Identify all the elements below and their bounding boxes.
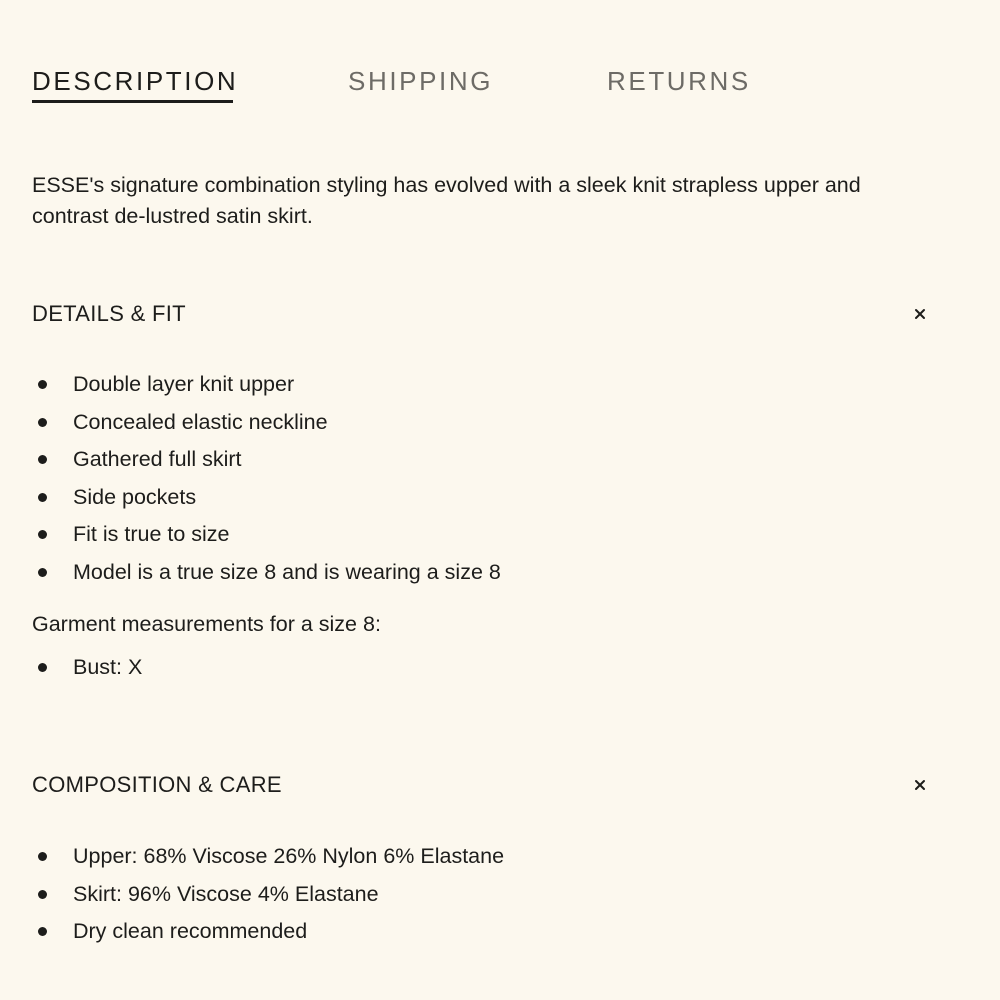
bullet-dot xyxy=(38,530,47,539)
list-item-text: Double layer knit upper xyxy=(73,372,295,396)
close-icon[interactable] xyxy=(912,306,928,322)
details-fit-header[interactable] xyxy=(32,297,932,331)
list-item-text: Upper: 68% Viscose 26% Nylon 6% Elastane xyxy=(73,844,505,868)
list-item-text: Side pockets xyxy=(73,484,197,509)
measurements-list xyxy=(32,649,932,687)
product-description: ESSE's signature combination styling has evolved with a sleek knit strapless upper and contrast de-lustred satin skirt. xyxy=(32,173,861,228)
list-item-text: Model is a true size 8 and is wearing a size 8 xyxy=(73,559,501,584)
list-item-text: Gathered full skirt xyxy=(73,447,242,471)
measurements-label: Garment measurements for a size 8: xyxy=(32,612,381,636)
bullet-dot xyxy=(38,455,47,464)
list-item xyxy=(32,913,932,951)
composition-care-list xyxy=(32,838,932,951)
tab-shipping-label: SHIPPING xyxy=(348,66,494,96)
composition-care-header[interactable] xyxy=(32,768,932,802)
bullet-dot xyxy=(38,418,47,427)
list-item xyxy=(32,441,932,479)
list-item-text: Concealed elastic neckline xyxy=(73,409,328,434)
list-item-text: Bust: X xyxy=(73,655,143,679)
tab-shipping[interactable] xyxy=(348,64,493,98)
list-item xyxy=(32,554,932,592)
list-item-text: Skirt: 96% Viscose 4% Elastane xyxy=(73,881,379,906)
list-item xyxy=(32,404,932,442)
list-item xyxy=(32,366,932,404)
list-item-text: Fit is true to size xyxy=(73,522,230,546)
bullet-dot xyxy=(38,568,47,577)
list-item xyxy=(32,479,932,517)
active-tab-underline xyxy=(32,100,233,103)
details-fit-title: DETAILS & FIT xyxy=(32,301,186,326)
composition-care-title: COMPOSITION & CARE xyxy=(32,772,282,797)
details-fit-list xyxy=(32,366,932,591)
list-item xyxy=(32,876,932,914)
tab-description-label: DESCRIPTION xyxy=(32,66,239,96)
tab-description[interactable] xyxy=(32,64,238,98)
close-icon[interactable] xyxy=(912,777,928,793)
tab-returns[interactable] xyxy=(607,64,751,98)
bullet-dot xyxy=(38,493,47,502)
tab-bar xyxy=(32,64,932,108)
bullet-dot xyxy=(38,380,47,389)
list-item xyxy=(32,516,932,554)
bullet-dot xyxy=(38,852,47,861)
bullet-dot xyxy=(38,663,47,672)
list-item-text: Dry clean recommended xyxy=(73,919,308,943)
bullet-dot xyxy=(38,927,47,936)
tab-returns-label: RETURNS xyxy=(607,66,751,96)
bullet-dot xyxy=(38,890,47,899)
list-item xyxy=(32,838,932,876)
list-item xyxy=(32,649,932,687)
